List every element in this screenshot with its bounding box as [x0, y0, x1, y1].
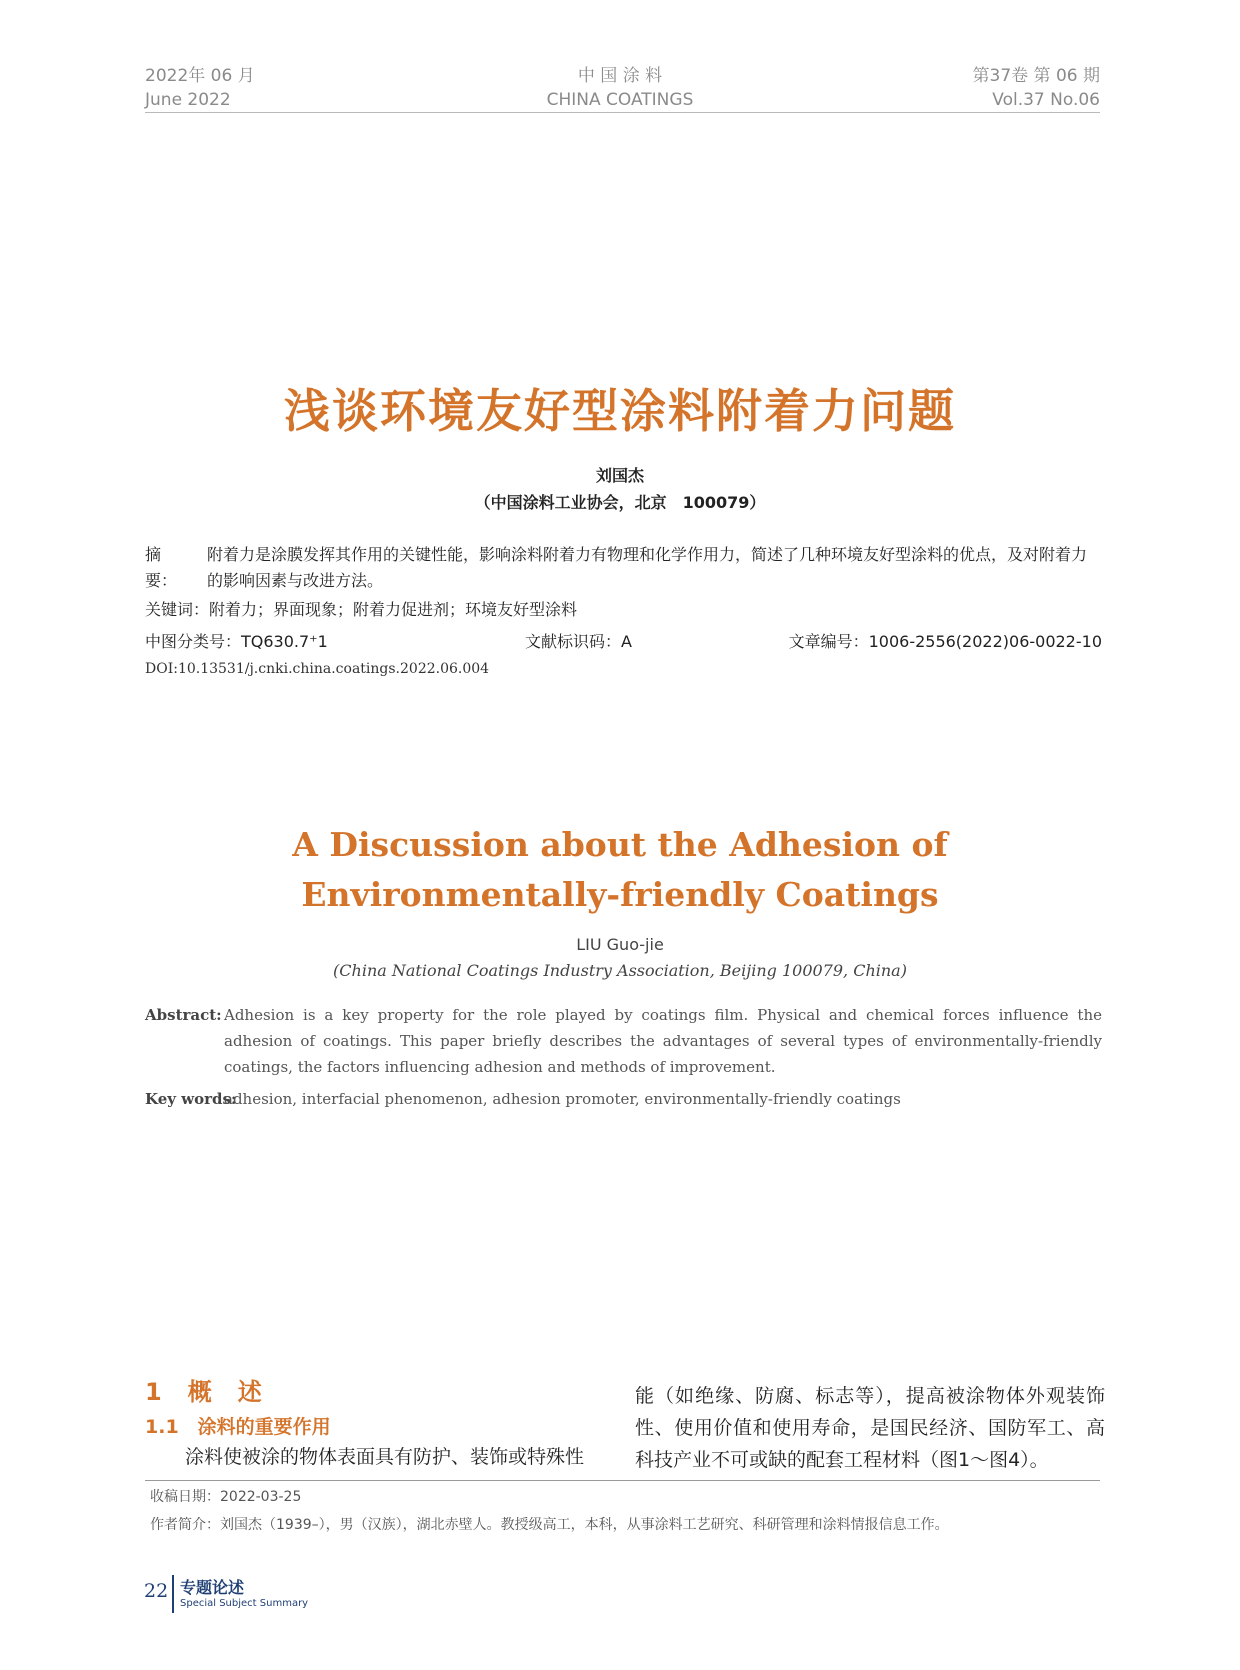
header-volume-en: Vol.37 No.06: [992, 90, 1100, 110]
en-keywords-body: adhesion, interfacial phenomenon, adhesion promoter, environmentally-friendly coatings: [224, 1090, 901, 1108]
header-divider: [145, 112, 1100, 113]
doi-link[interactable]: DOI:10.13531/j.cnki.china.coatings.2022.06.004: [145, 661, 490, 677]
body-right-column: 能（如绝缘、防腐、标志等），提高被涂物体外观装饰性、使用价值和使用寿命，是国民经济、国防军工、高科技产业不可或缺的配套工程材料（图1～图4）。: [635, 1385, 1105, 1471]
en-title: A Discussion about the Adhesion of Environmentally-friendly Coatings: [292, 825, 948, 914]
header-journal-en: CHINA COATINGS: [546, 90, 694, 110]
section-heading: 1 概 述: [145, 1378, 263, 1406]
cn-author: 刘国杰: [595, 466, 644, 485]
en-keywords-label: Key words:: [145, 1090, 237, 1108]
header-volume-cn: 第37卷 第 06 期: [972, 66, 1100, 86]
en-abstract-body: Adhesion is a key property for the role played by coatings film. Physical and chemical forces influence the adhesion of coatings. This paper briefly describes the advantages of several types of environmentally-friendly coatings, the factors influencing adhesion and methods of improvement.: [224, 1006, 1102, 1076]
en-author: LIU Guo-jie: [576, 935, 664, 954]
footer-bar: [172, 1575, 174, 1613]
page-number: 22: [144, 1580, 169, 1602]
body-left-column: 涂料使被涂的物体表面具有防护、装饰或特殊性: [185, 1446, 585, 1468]
subsection-heading: 1.1 涂料的重要作用: [145, 1416, 331, 1438]
cn-keywords: 关键词：附着力；界面现象；附着力促进剂；环境友好型涂料: [145, 600, 578, 619]
cn-article-number: 文章编号：1006-2556(2022)06-0022-10: [788, 632, 1102, 651]
cn-abstract-label: 摘 要：: [145, 545, 178, 590]
header-date-cn: 2022年 06 月: [145, 66, 255, 86]
cn-title: 浅谈环境友好型涂料附着力问题: [284, 384, 956, 438]
footnote-received: 收稿日期：2022-03-25: [150, 1489, 302, 1505]
column-name-en: Special Subject Summary: [180, 1598, 309, 1609]
cn-abstract-body: 附着力是涂膜发挥其作用的关键性能，影响涂料附着力有物理和化学作用力，简述了几种环境友好型涂料的优点，及对附着力的影响因素与改进方法。: [207, 545, 1088, 590]
header-journal-cn: 中 国 涂 料: [577, 66, 663, 86]
header-volume: [973, 64, 1100, 112]
column-name-cn: 专题论述: [180, 1578, 245, 1597]
en-affiliation: (China National Coatings Industry Association, Beijing 100079, China): [333, 961, 907, 980]
header-date-en: June 2022: [145, 90, 231, 110]
en-abstract-label: Abstract:: [145, 1006, 222, 1024]
cn-document-code: 文献标识码：A: [525, 632, 632, 651]
cn-affiliation: （中国涂料工业协会，北京 100079）: [474, 493, 766, 512]
cn-clc-number: 中图分类号：TQ630.7⁺1: [145, 632, 328, 651]
footnote-divider: [145, 1480, 1100, 1481]
footnote-author-bio: 作者简介：刘国杰（1939–），男（汉族），湖北赤壁人。教授级高工，本科，从事涂料工艺研究、科研管理和涂料情报信息工作。: [150, 1517, 949, 1533]
